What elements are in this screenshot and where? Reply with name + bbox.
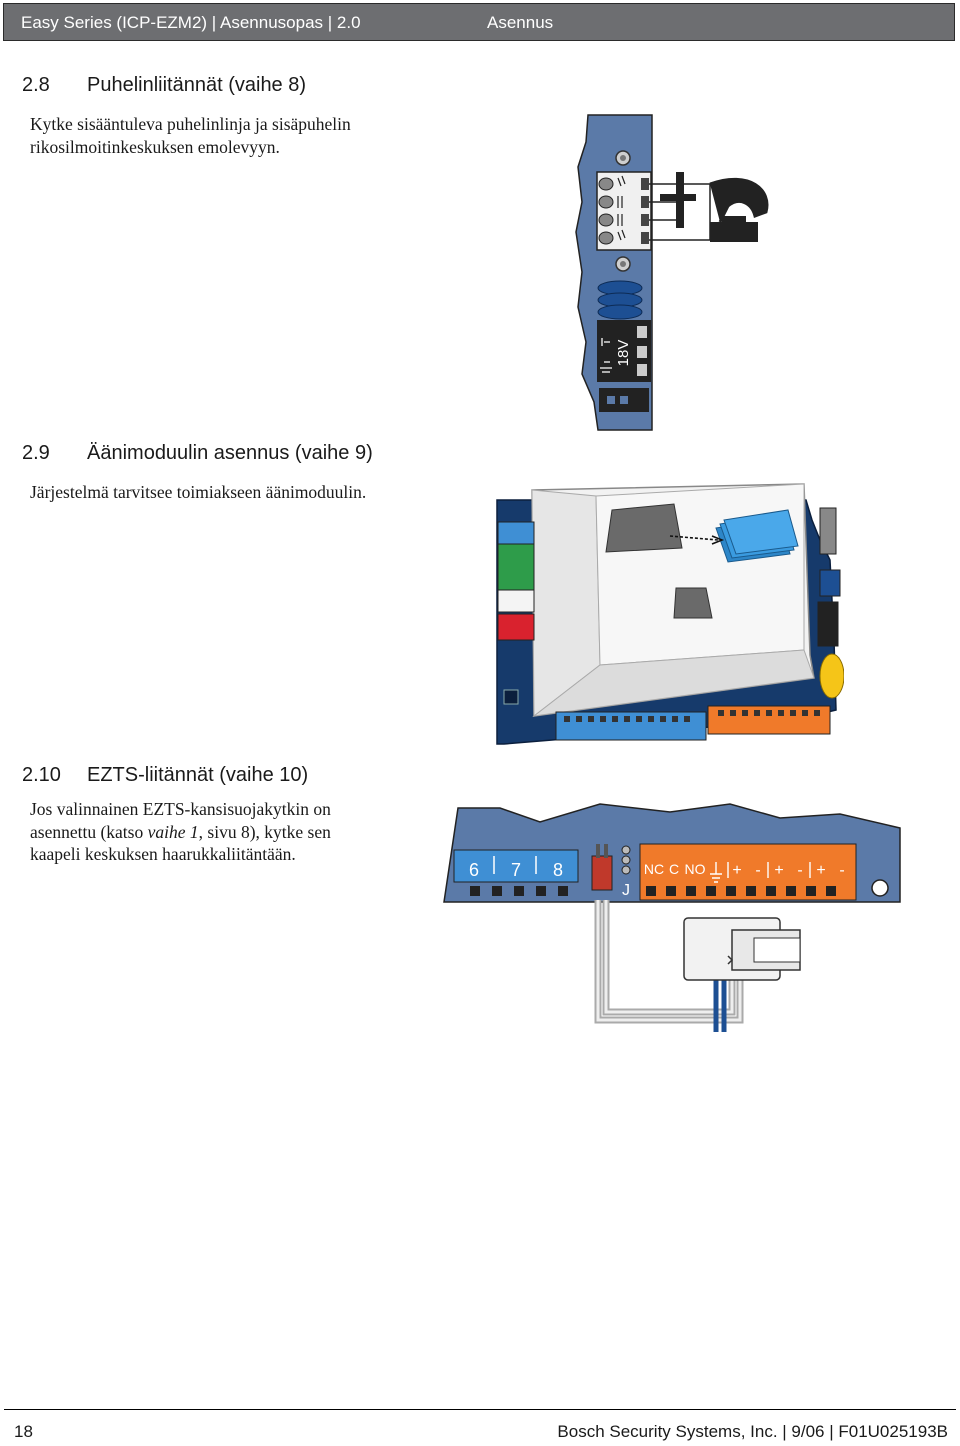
terminal-label: 7 xyxy=(510,860,522,880)
polarity-label: + xyxy=(774,862,784,879)
header-chapter: Asennus xyxy=(487,13,554,32)
polarity-label: - xyxy=(797,862,803,879)
phone-connection-figure xyxy=(560,112,790,434)
text-line: kaapeli keskuksen haarukkaliitäntään. xyxy=(30,844,296,864)
text-fragment: asennettu (katso xyxy=(30,821,148,842)
section-number: 2.9 xyxy=(22,442,50,464)
polarity-label: + xyxy=(732,862,742,879)
jumper-label: J xyxy=(622,882,630,899)
polarity-label: + xyxy=(816,862,826,879)
text-line: Jos valinnainen EZTS-kansisuojakytkin on xyxy=(30,799,331,819)
ezts-connection-figure xyxy=(440,800,904,1040)
text-fragment: , sivu 8), kytke sen xyxy=(198,821,331,842)
section-2-10-text xyxy=(30,798,331,866)
text-line: Järjestelmä tarvitsee toimiakseen äänimoduulin. xyxy=(30,482,367,502)
footer-publisher: Bosch Security Systems, Inc. | 9/06 | F01U025193B xyxy=(557,1422,948,1441)
relay-label: NO xyxy=(684,861,706,877)
text-line: Kytke sisääntuleva puhelinlinja ja sisäpuhelin xyxy=(30,114,351,134)
relay-label: NC xyxy=(643,861,665,877)
polarity-label: - xyxy=(839,862,845,879)
footer-divider xyxy=(4,1409,956,1410)
text-line: rikosilmoitinkeskuksen emolevyyn. xyxy=(30,136,280,157)
section-number: 2.8 xyxy=(22,74,50,96)
page-number: 18 xyxy=(14,1422,33,1441)
section-2-8-heading xyxy=(22,74,306,97)
section-2-9-heading xyxy=(22,442,373,465)
section-title: Puhelinliitännät (vaihe 8) xyxy=(87,74,307,96)
polarity-label: - xyxy=(755,862,761,879)
voltage-label: 18V xyxy=(615,339,632,367)
page-header xyxy=(3,3,955,41)
relay-label: C xyxy=(668,861,680,877)
text-line xyxy=(30,821,331,844)
section-2-9-text xyxy=(30,481,366,504)
voice-module-figure xyxy=(494,480,844,748)
header-doc-title: Easy Series (ICP-EZM2) | Asennusopas | 2.0 xyxy=(21,13,361,32)
section-2-10-heading xyxy=(22,764,308,787)
section-2-8-text xyxy=(30,113,351,158)
section-number: 2.10 xyxy=(22,764,61,786)
step-reference: vaihe 1 xyxy=(147,821,199,842)
section-title: Äänimoduulin asennus (vaihe 9) xyxy=(87,442,373,464)
terminal-label: 6 xyxy=(468,860,480,880)
section-title: EZTS-liitännät (vaihe 10) xyxy=(87,764,309,786)
terminal-label: 8 xyxy=(552,860,564,880)
